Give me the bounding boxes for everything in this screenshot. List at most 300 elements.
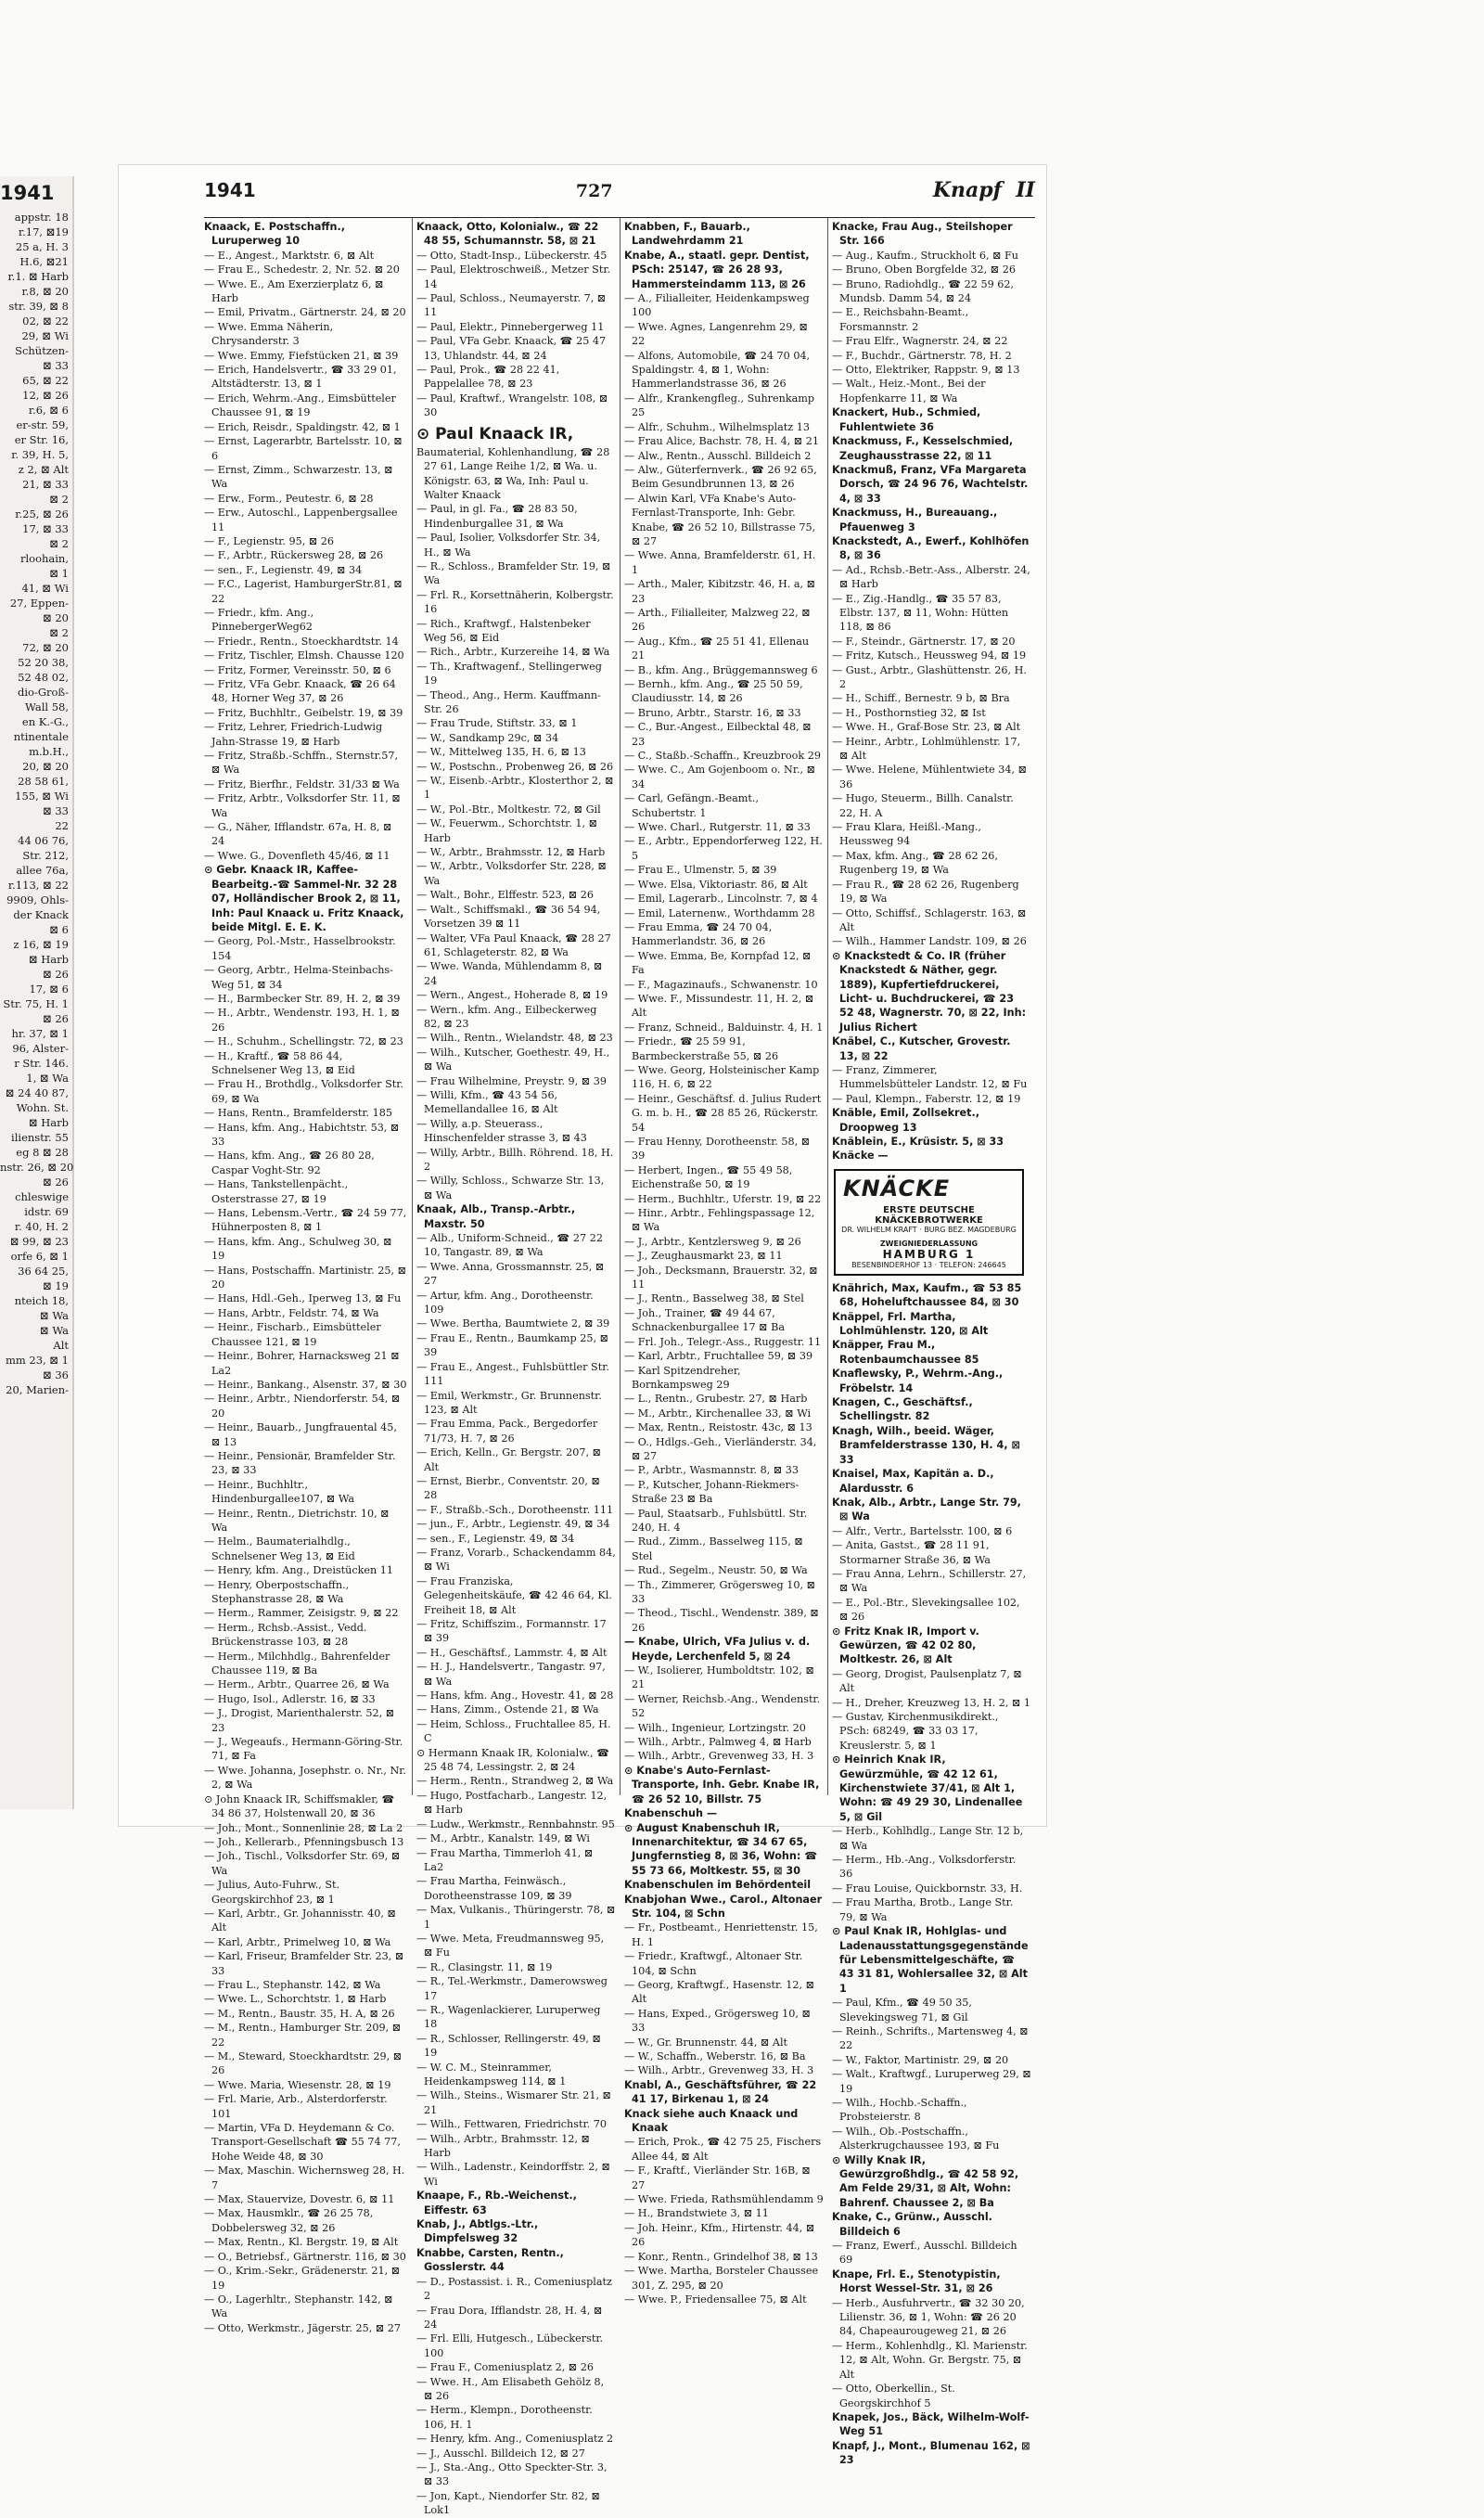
listing-entry: — Fritz, Kutsch., Heussweg 94, ⊠ 19 [832,649,1027,662]
directory-page [119,165,1046,2517]
left-page-line: r. 40, H. 2 [14,1220,69,1233]
left-page-line: r.1. ⊠ Harb [7,270,69,283]
listing-entry: — Franz, Ewerf., Ausschl. Billdeich 69 [832,2240,1017,2267]
listing-entry: — Gustav, Kirchenmusikdirekt., PSch: 68249, ☎ 33 03 17, Kreuslerstr. 5, ⊠ 1 [832,1711,999,1752]
listing-headword: Knackmuss, H., Bureauang., Pfauenweg 3 [832,507,998,533]
listing-entry: — Wwe. Martha, Borsteler Chaussee 301, Z. 295, ⊠ 20 [624,2265,819,2292]
listing-entry: — Hugo, Isol., Adlerstr. 16, ⊠ 33 [204,1692,376,1705]
directory-columns [204,217,1035,2517]
listing-headword: Knaape, F., Rb.-Weichenst., Eiffestr. 63 [416,2190,577,2216]
listing-entry: — Wwe. H., Am Elisabeth Gehölz 8, ⊠ 26 [416,2375,605,2402]
column-4 [827,218,1035,2467]
listing-entry: — Joh., Decksmann, Brauerstr. 32, ⊠ 11 [624,1264,818,1291]
listing-entry: — Erw., Autoschl., Lappenbergsallee 11 [204,507,398,533]
listing-entry: — Herm., Kohlenhdlg., Kl. Marienstr. 12, ⊠ Alt, Wohn. Gr. Bergstr. 75, ⊠ Alt [832,2339,1028,2381]
left-page-line: idstr. 69 [24,1205,69,1218]
listing-entry: — Paul, in gl. Fa., ☎ 28 83 50, Hindenburgallee 31, ⊠ Wa [416,503,578,530]
listing-headword: Knäbel, C., Kutscher, Grovestr. 13, ⊠ 22 [832,1035,1011,1062]
listing-entry: ⊙ Hermann Knaak IR, Kolonialw., ☎ 25 48 74, Lessingstr. 2, ⊠ 24 [416,1746,610,1774]
listing-headword: Knaack, E. Postschaffn., Luruperweg 10 [204,221,345,248]
listing-entry: — Heinr., Arbtr., Niendorferstr. 54, ⊠ 20 [204,1393,401,1420]
listing-entry: — J., Arbtr., Kentzlersweg 9, ⊠ 26 [624,1235,801,1248]
listing-entry: — Werner, Reichsb.-Ang., Wendenstr. 52 [624,1692,821,1720]
listing-entry: — Georg, Arbtr., Helma-Steinbachs-Weg 51, ⊠ 34 [204,964,393,991]
listing-entry: — Frau H., Brothdlg., Volksdorfer Str. 69, ⊠ Wa [204,1078,403,1105]
listing-entry: — Fritz, Bierfhr., Feldstr. 31/33 ⊠ Wa [204,777,400,790]
listing-entry: — Paul, Elektr., Pinnebergerweg 11 [416,320,605,333]
left-page-line: Wall 58, [25,700,69,713]
listing-entry: — Alfons, Automobile, ☎ 24 70 04, Spaldingstr. 4, ⊠ 1, Wohn: Hammerlandstrasse 36, ⊠ 26 [624,349,811,391]
listing-entry: — Heinr., Geschäftsf. d. Julius Rudert G. m. b. H., ☎ 28 85 26, Rückerstr. 54 [624,1092,822,1134]
listing-entry: — Fritz, Buchhltr., Geibelstr. 19, ⊠ 39 [204,706,403,719]
advert-line: HAMBURG 1 [882,1247,976,1261]
left-page-line: 21, ⊠ 33 [22,478,69,491]
left-page-line: ⊠ 26 [43,968,69,981]
left-page-line: r.17, ⊠19 [18,225,69,238]
listing-headword: Knackmuss, F., Kesselschmied, Zeughausstrasse 22, ⊠ 11 [832,435,1014,462]
listing-entry: — Karl, Arbtr., Gr. Johannisstr. 40, ⊠ Alt [204,1907,396,1934]
left-page-line: r. 39, H. 5, [11,448,69,461]
listing-entry: — Frau Franziska, Gelegenheitskäufe, ☎ 42 46 64, Kl. Freiheit 18, ⊠ Alt [416,1574,612,1616]
listing-entry: — Heinr., Fischarb., Eimsbütteler Chaussee 121, ⊠ 19 [204,1321,381,1348]
listing-entry: — G., Näher, Ifflandstr. 67a, H. 8, ⊠ 24 [204,821,392,848]
listing-headword: Knapf, J., Mont., Blumenau 162, ⊠ 23 [832,2439,1030,2467]
listing-entry: — Walt., Heiz.-Mont., Bei der Hopfenkarre 11, ⊠ Wa [832,378,986,405]
listing-entry: — Otto, Werkmstr., Jägerstr. 25, ⊠ 27 [204,2321,401,2334]
listing-entry: — Ernst, Lagerarbtr, Bartelsstr. 10, ⊠ 6 [204,435,403,462]
listing-entry: — Th., Kraftwagenf., Stellingerweg 19 [416,660,602,687]
listing-entry: — Emil, Lagerarb., Lincolnstr. 7, ⊠ 4 [624,893,818,906]
advert-line: DR. WILHELM KRAFT · BURG BEZ. MAGDEBURG [841,1225,1017,1234]
listing-entry: — Paul, Kraftwf., Wrangelstr. 108, ⊠ 30 [416,392,608,419]
listing-entry: — Hugo, Postfacharb., Langestr. 12, ⊠ Harb [416,1789,608,1817]
left-page-line: ⊠ 33 [43,804,69,817]
listing-entry: — Erich, Prok., ☎ 42 75 25, Fischers Allee 44, ⊠ Alt [624,2136,822,2163]
listing-entry: — O., Hdlgs.-Geh., Vierländerstr. 34, ⊠ 27 [624,1435,817,1462]
left-page-line: ⊠ 24 40 87, [5,1086,69,1099]
listing-entry: — H., Schuhm., Schellingstr. 72, ⊠ 23 [204,1035,403,1048]
listing-entry: — L., Rentn., Grubestr. 27, ⊠ Harb [624,1393,808,1406]
left-page-lines [0,210,72,1397]
left-page-line: ⊠ 99, ⊠ 23 [9,1235,69,1248]
left-page-line: ⊠ 2 [49,493,69,506]
listing-entry: — J., Ausschl. Billdeich 12, ⊠ 27 [416,2447,585,2460]
listing-entry: — F., Buchdr., Gärtnerstr. 78, H. 2 [832,349,1012,362]
listing-entry: — Ernst, Bierbr., Conventstr. 20, ⊠ 28 [416,1474,600,1502]
listing-entry: — Ernst, Zimm., Schwarzestr. 13, ⊠ Wa [204,463,393,491]
listing-entry: — H., Dreher, Kreuzweg 13, H. 2, ⊠ 1 [832,1696,1030,1709]
listing-entry: — J., Drogist, Marienthalerstr. 52, ⊠ 23 [204,1707,395,1734]
listing-entry: — Alfr., Vertr., Bartelsstr. 100, ⊠ 6 [832,1524,1013,1537]
listing-entry: — W., Postschn., Probenweg 26, ⊠ 26 [416,760,614,773]
listing-entry: — Theod., Tischl., Wendenstr. 389, ⊠ 26 [624,1607,819,1634]
listing-entry: — Wilh., Fettwaren, Friedrichstr. 70 [416,2118,607,2131]
advert-line: ZWEIGNIEDERLASSUNG [879,1239,979,1248]
listing-entry: — Max, Vulkanis., Thüringerstr. 78, ⊠ 1 [416,1904,616,1931]
listing-entry: — M., Rentn., Baustr. 35, H. A, ⊠ 26 [204,2007,395,2020]
listing-headword: Knaack, Otto, Kolonialw., ☎ 22 48 55, Schumannstr. 58, ⊠ 21 [416,221,599,248]
listing-entry: — Paul, Isolier, Volksdorfer Str. 34, H., ⊠ Wa [416,532,601,559]
listing-entry: — Fritz, VFa Gebr. Knaack, ☎ 26 64 48, Horner Weg 37, ⊠ 26 [204,678,396,705]
listing-entry: — Emil, Laternenw., Worthdamm 28 [624,906,815,919]
listing-entry: — Frau Emma, Pack., Bergedorfer 71/73, H. 7, ⊠ 26 [416,1418,598,1445]
listing-entry: — Willy, a.p. Steuerass., Hinschenfelder strasse 3, ⊠ 43 [416,1117,587,1145]
listing-entry: — Frl. Joh., Telegr.-Ass., Ruggestr. 11 [624,1335,822,1348]
listing-entry: — Frau Trude, Stiftstr. 33, ⊠ 1 [416,717,578,730]
listing-headword: ⊙ Heinrich Knak IR, Gewürzmühle, ☎ 42 12 61, Kirchenstwiete 37/41, ⊠ Alt 1, Wohn: ☎ 49 29 30, Lindenallee 5, ⊠ Gil [832,1754,1023,1823]
listing-entry: — M., Steward, Stoeckhardtstr. 29, ⊠ 26 [204,2050,403,2077]
left-page-line: ⊠ 36 [43,1368,69,1381]
listing-entry: — Hans, Arbtr., Feldstr. 74, ⊠ Wa [204,1306,379,1319]
listing-headword: ⊙ Paul Knak IR, Hohlglas- und Ladenausstattungsgegenstände für Lebensmittelgeschäfte, ☎ 43 31 81, Wohlersallee 32, ⊠ Alt 1 [832,1925,1029,1995]
left-page-line: 72, ⊠ 20 [22,641,69,654]
left-page-line: 1, ⊠ Wa [26,1072,69,1085]
listing-entry: — Herb., Kohlhdlg., Lange Str. 12 b, ⊠ Wa [832,1825,1024,1852]
listing-headword: Knake, C., Grünw., Ausschl. Billdeich 6 [832,2211,992,2238]
listing-entry: — Max, Rentn., Kl. Bergstr. 19, ⊠ Alt [204,2236,399,2249]
listing-entry: — Emil, Privatm., Gärtnerstr. 24, ⊠ 20 [204,306,406,319]
left-page-line: 27, Eppen- [9,597,69,610]
listing-entry: — Ad., Rchsb.-Betr.-Ass., Alberstr. 24, ⊠ Harb [832,563,1030,591]
left-page-line: 20, ⊠ 20 [22,760,69,773]
listing-entry: — Wwe. Anna, Bramfelderstr. 61, H. 1 [624,549,816,576]
listing-entry: — Frau R., ☎ 28 62 26, Rugenberg 19, ⊠ Wa [832,878,1019,906]
listing-entry: — Frau E., Ulmenstr. 5, ⊠ 39 [624,864,777,877]
listing-entry: — Herb., Ausfuhrvertr., ☎ 32 30 20, Lilienstr. 36, ⊠ 1, Wohn: ☎ 26 20 84, Chapeaurougeweg 21, ⊠ 26 [832,2296,1025,2338]
listing-entry: — Frau Elfr., Wagnerstr. 24, ⊠ 22 [832,335,1008,348]
listing-entry: — Joh., Kellerarb., Pfenningsbusch 13 [204,1835,404,1848]
listing-entry: — Fritz, Tischler, Elmsh. Chausse 120 [204,649,404,662]
left-page-line: eg 8 ⊠ 28 [16,1146,69,1159]
listing-entry: — Wwe. Helene, Mühlentwiete 34, ⊠ 36 [832,764,1028,790]
running-head [933,178,1035,202]
listing-entry: — Wwe. L., Schorchtstr. 1, ⊠ Harb [204,1993,387,2006]
listing-entry: — H., Schiff., Bernestr. 9 b, ⊠ Bra [832,692,1010,705]
listing-entry: — Fritz, Arbtr., Volksdorfer Str. 11, ⊠ Wa [204,792,401,819]
advert-logo: KNÄCKE [843,1175,951,1201]
listing-entry: — Frau Emma, ☎ 24 70 04, Hammerlandstr. 36, ⊠ 26 [624,920,773,948]
left-page-line: er-str. 59, [16,418,69,431]
listing-entry: — Frau Martha, Brotb., Lange Str. 79, ⊠ Wa [832,1896,1014,1923]
listing-entry: — Frau E., Schedestr. 2, Nr. 52. ⊠ 20 [204,263,400,276]
listing-entry: — Frau Henny, Dorotheenstr. 58, ⊠ 39 [624,1136,811,1163]
listing-entry: — J., Zeughausmarkt 23, ⊠ 11 [624,1250,783,1263]
listing-entry: — E., Pol.-Btr., Slevekingsallee 102, ⊠ 26 [832,1596,1020,1624]
listing-entry: — E., Reichsbahn-Beamt., Forsmannstr. 2 [832,306,969,333]
left-page-line: nstr. 26, ⊠ 20 [0,1161,74,1174]
listing-entry: — Wern., kfm. Ang., Eilbeckerweg 82, ⊠ 23 [416,1003,597,1030]
listing-entry: — C., Staßb.-Schaffn., Kreuzbrook 29 [624,750,821,763]
left-page-line: dio-Groß- [17,686,69,699]
listing-entry: — D., Postassist. i. R., Comeniusplatz 2 [416,2275,612,2303]
listing-headword: Knabenschuh — [624,1807,718,1820]
listing-entry: — Max, kfm. Ang., ☎ 28 62 26, Rugenberg 19, ⊠ Wa [832,849,998,877]
left-page-line: 20, Marien- [6,1383,69,1396]
listing-entry: — Max, Rentn., Reistostr. 43c, ⊠ 13 [624,1421,812,1434]
listing-entry: — Frau F., Comeniusplatz 2, ⊠ 26 [416,2361,594,2374]
listing-entry: — H., Kraftf., ☎ 58 86 44, Schnelsener Weg 13, ⊠ Eid [204,1049,355,1076]
listing-entry: — F., Legienstr. 95, ⊠ 26 [204,534,335,547]
listing-entry: — Erich, Reisdr., Spaldingstr. 42, ⊠ 1 [204,420,401,433]
page-number: 727 [575,181,613,201]
listing-entry: — Franz, Schneid., Balduinstr. 4, H. 1 [624,1021,824,1034]
left-page-line: der Knack [13,908,69,921]
listing-entry: — Martin, VFa D. Heydemann & Co. Transport-Gesellschaft ☎ 55 74 77, Hohe Weide 48, ⊠ 30 [204,2122,401,2163]
listing-entry: — H., Posthornstieg 32, ⊠ Ist [832,706,986,719]
listing-entry: — Georg, Drogist, Paulsenplatz 7, ⊠ Alt [832,1667,1022,1695]
listing-entry: — O., Krim.-Sekr., Grädenerstr. 21, ⊠ 19 [204,2265,401,2292]
listing-entry: — Friedr., Rentn., Stoeckhardtstr. 14 [204,635,399,648]
listing-entry: — Paul, Schloss., Neumayerstr. 7, ⊠ 11 [416,292,607,319]
listing-entry: — Paul, Elektroschweiß., Metzer Str. 14 [416,263,611,290]
listing-headword: Knak, Alb., Arbtr., Lange Str. 79, ⊠ Wa [832,1496,1021,1523]
listing-headword: ⊙ Willy Knak IR, Gewürzgroßhdlg., ☎ 42 58 92, Am Felde 29/31, ⊠ Alt, Wohn: Bahrenf. Chaussee 2, ⊠ Ba [832,2153,1019,2209]
left-page-line: 155, ⊠ Wi [15,790,69,803]
listing-entry: — Hans, Postschaffn. Martinistr. 25, ⊠ 20 [204,1264,406,1291]
listing-entry: — Frau E., Angest., Fuhlsbüttler Str. 111 [416,1360,609,1388]
listing-headword: ⊙ Fritz Knak IR, Import v. Gewürzen, ☎ 42 02 80, Moltkestr. 26, ⊠ Alt [832,1625,979,1666]
listing-entry: — Wwe. Frieda, Rathsmühlendamm 9 [624,2193,824,2206]
listing-entry: — A., Filialleiter, Heidenkampsweg 100 [624,292,810,319]
listing-entry: — J., Wegeaufs., Hermann-Göring-Str. 71, ⊠ Fa [204,1736,403,1763]
listing-entry: — Wwe. Maria, Wiesenstr. 28, ⊠ 19 [204,2078,391,2091]
left-page-line: r Str. 146. [14,1057,69,1070]
listing-entry: — Willy, Schloss., Schwarze Str. 13, ⊠ Wa [416,1175,605,1201]
left-page-line: r.113, ⊠ 22 [7,879,69,892]
listing-entry: — F., Magazinaufs., Schwanenstr. 10 [624,978,818,991]
listing-entry: — Wwe. Emma Näherin, Chrysanderstr. 3 [204,320,334,348]
listing-entry: — Aug., Kfm., ☎ 25 51 41, Ellenau 21 [624,635,810,662]
listing-entry: — O., Betriebsf., Gärtnerstr. 116, ⊠ 30 [204,2250,406,2263]
left-page-line: nteich 18, [14,1294,69,1307]
listing-entry: — Herm., Rentn., Strandweg 2, ⊠ Wa [416,1775,614,1788]
listing-entry: — sen., F., Legienstr. 49, ⊠ 34 [416,1532,575,1545]
listing-entry: — Frl. R., Korsettnäherin, Kolbergstr. 16 [416,588,614,616]
listing-entry: — W. C. M., Steinrammer, Heidenkampsweg 114, ⊠ 1 [416,2061,567,2088]
listing-headword: Knapek, Jos., Bäck, Wilhelm-Wolf-Weg 51 [832,2410,1030,2438]
listing-headword: Knabjohan Wwe., Carol., Altonaer Str. 104, ⊠ Schn [624,1893,823,1920]
left-page-line: z 16, ⊠ 19 [13,938,69,951]
listing-entry: — Wwe. Johanna, Josephstr. o. Nr., Nr. 2, ⊠ Wa [204,1764,406,1792]
listing-entry: — Wwe. Bertha, Baumtwiete 2, ⊠ 39 [416,1317,610,1330]
listing-entry: — Hinr., Arbtr., Fehlingspassage 12, ⊠ Wa [624,1207,815,1234]
left-page-line: 17, ⊠ 33 [22,522,69,535]
listing-entry: — Joh. Heinr., Kfm., Hirtenstr. 44, ⊠ 26 [624,2221,815,2249]
listing-entry: — Walter, VFa Paul Knaack, ☎ 28 27 61, Schlageterstr. 82, ⊠ Wa [416,931,611,958]
listing-entry: — O., Lagerhltr., Stephanstr. 142, ⊠ Wa [204,2293,393,2320]
left-page-line: Str. 212, [22,849,69,862]
listing-entry: — E., Angest., Marktstr. 6, ⊠ Alt [204,249,375,262]
listing-entry: — J., Sta.-Ang., Otto Speckter-Str. 3, ⊠ 33 [416,2460,608,2488]
listing-entry: — Wilh., Hammer Landstr. 109, ⊠ 26 [832,935,1027,948]
listing-entry: — Wwe. Emmy, Fiefstücken 21, ⊠ 39 [204,349,399,362]
listing-entry: — Frau L., Stephanstr. 142, ⊠ Wa [204,1978,381,1991]
listing-entry: — Bruno, Oben Borgfelde 32, ⊠ 26 [832,263,1016,276]
left-page-line: 12, ⊠ 26 [22,389,69,402]
listing-entry: — Hans, kfm. Ang., Hovestr. 41, ⊠ 28 [416,1689,614,1702]
listing-entry: — W., Sandkamp 29c, ⊠ 34 [416,731,559,744]
left-page-line: 28 58 61, [18,775,69,788]
listing-entry: — W., Isolierer, Humboldtstr. 102, ⊠ 21 [624,1664,814,1691]
listing-entry: — Herm., Klempn., Dorotheenstr. 106, H. 1 [416,2404,593,2431]
listing-entry: — Artur, kfm. Ang., Dorotheenstr. 109 [416,1289,594,1317]
listing-entry: — Alfr., Krankengfleg., Suhrenkamp 25 [624,392,815,419]
listing-entry: — B., kfm. Ang., Brüggemannsweg 6 [624,663,818,676]
left-page-line: ⊠ 20 [43,611,69,624]
listing-entry: — Alfr., Schuhm., Wilhelmsplatz 13 [624,420,810,433]
listing-entry: — M., Rentn., Hamburger Str. 209, ⊠ 22 [204,2022,402,2049]
listing-headword: Knabenschulen im Behördenteil [624,1879,812,1892]
listing-entry: — Friedr., ☎ 25 59 91, Barmbeckerstraße 55, ⊠ 26 [624,1035,779,1062]
listing-entry: — C., Bur.-Angest., Eilbecktal 48, ⊠ 23 [624,721,812,748]
listing-entry: — Karl, Friseur, Bramfelder Str. 23, ⊠ 33 [204,1950,404,1977]
listing-entry: — Paul, Kfm., ☎ 49 50 35, Slevekingsweg 71, ⊠ Gil [832,1997,972,2023]
listing-entry: — Hans, kfm. Ang., Schulweg 30, ⊠ 19 [204,1235,392,1263]
listing-headword: Knaflewsky, P., Wehrm.-Ang., Fröbelstr. 14 [832,1368,1004,1394]
listing-headword: Knabl, A., Geschäftsführer, ☎ 22 41 17, Birkenau 1, ⊠ 24 [624,2078,817,2106]
listing-entry: — W., Schaffn., Weberstr. 16, ⊠ Ba [624,2050,806,2062]
listing-headword: Knackstedt, A., Ewerf., Kohlhöfen 8, ⊠ 36 [832,534,1030,562]
listing-entry: — Wilh., Ingenieur, Lortzingstr. 20 [624,1721,806,1734]
listing-entry: — Heinr., Arbtr., Lohlmühlenstr. 17, ⊠ Alt [832,735,1021,763]
listing-headword: ⊙ Gebr. Knaack IR, Kaffee-Bearbeitg.-☎ Sammel-Nr. 32 28 07, Holländischer Brook 2, ⊠ 11, Inh: Paul Knaack u. Fritz Knaack, beide Mitgl. E. E. K. [204,864,404,933]
listing-headword: Knagh, Wilh., beeid. Wäger, Bramfelderstrasse 130, H. 4, ⊠ 33 [832,1424,1020,1466]
listing-entry: — E., Arbtr., Eppendorferweg 122, H. 5 [624,835,823,862]
advert-line: ERSTE DEUTSCHE KNÄCKEBROTWERKE [875,1204,983,1226]
listing-headword: Knabben, F., Bauarb., Landwehrdamm 21 [624,221,750,248]
listing-entry: — Karl Spitzendreher, Bornkampsweg 29 [624,1364,741,1391]
listing-headword: Knabbe, Carsten, Rentn., Gosslerstr. 44 [416,2246,564,2274]
listing-entry: — Erich, Kelln., Gr. Bergstr. 207, ⊠ Alt [416,1446,601,1473]
listing-headword: Knabe, A., staatl. gepr. Dentist, PSch: 25147, ☎ 26 28 93, Hammersteindamm 113, ⊠ 26 [624,249,810,290]
listing-entry: — Fritz, Straßb.-Schffn., Sternstr.57, ⊠ Wa [204,750,399,777]
listing-entry: — Wwe. H., Graf-Bose Str. 23, ⊠ Alt [832,721,1021,734]
listing-entry: — Alw., Güterfernverk., ☎ 26 92 65, Beim Gesundbrunnen 13, ⊠ 26 [624,463,817,491]
listing-entry: — Max, Maschin. Wichernsweg 28, H. 7 [204,2165,405,2191]
listing-entry: — Otto, Elektriker, Rappstr. 9, ⊠ 13 [832,364,1020,377]
left-page-line: ⊠ Harb [28,1116,69,1129]
listing-entry: — Georg, Pol.-Mstr., Hasselbrookstr. 154 [204,935,396,962]
listing-entry: — Rud., Zimm., Basselweg 115, ⊠ Stel [624,1535,803,1562]
listing-entry: — Wwe. Georg, Holsteinischer Kamp 116, H. 6, ⊠ 22 [624,1063,820,1091]
left-page-line: r.8, ⊠ 20 [21,285,69,298]
left-page-line: ⊠ Harb [28,953,69,966]
listing-entry: — Alw., Rentn., Ausschl. Billdeich 2 [624,449,812,462]
listing-entry: — Jon, Kapt., Niendorfer Str. 82, ⊠ Lok1 [416,2489,600,2517]
listing-entry: — Wwe. Wanda, Mühlendamm 8, ⊠ 24 [416,960,603,987]
left-page-line: chleswige [15,1190,69,1203]
listing-entry: — Max, Stauervize, Dovestr. 6, ⊠ 11 [204,2193,395,2206]
listing-entry: — H., Geschäftsf., Lammstr. 4, ⊠ Alt [416,1646,608,1659]
listing-entry: — Frau Dora, Ifflandstr. 28, H. 4, ⊠ 24 [416,2304,603,2331]
listing-entry: — Bruno, Radiohdlg., ☎ 22 59 62, Mundsb. Damm 54, ⊠ 24 [832,277,1015,305]
listing-entry: — Walt., Kraftwgf., Luruperweg 29, ⊠ 19 [832,2068,1031,2095]
left-page-line: 25 a, H. 3 [15,240,69,253]
listing-entry: — Heim, Schloss., Fruchtallee 85, H. C [416,1717,611,1745]
listing-entry: — Willy, Arbtr., Billh. Röhrend. 18, H. 2 [416,1146,614,1173]
listing-entry: — Frau Martha, Feinwäsch., Dorotheenstrasse 109, ⊠ 39 [416,1875,572,1902]
listing-entry: — Th., Zimmerer, Grögersweg 10, ⊠ 33 [624,1578,815,1605]
listing-entry: — Rich., Kraftwgf., Halstenbeker Weg 56, ⊠ Eid [416,617,591,644]
listing-entry: — P., Arbtr., Wasmannstr. 8, ⊠ 33 [624,1464,800,1477]
listing-entry: — Hans, Rentn., Bramfelderstr. 185 [204,1107,392,1120]
listing-entry: — Wilh., Kutscher, Goethestr. 49, H., ⊠ Wa [416,1046,610,1073]
listing-entry: — Wilh., Hochb.-Schaffn., Probsteierstr. 8 [832,2096,967,2124]
listing-entry: — Theod., Ang., Herm. Kauffmann-Str. 26 [416,688,601,715]
featured-listing: ⊙ Paul Knaack IR, [416,424,574,443]
listing-entry: — Joh., Mont., Sonnenlinie 28, ⊠ La 2 [204,1821,403,1834]
listing-headword: Knäble, Emil, Zollsekret., Droopweg 13 [832,1107,979,1134]
left-page-line: 44 06 76, [18,834,69,847]
listing-entry: — Paul, VFa Gebr. Knaack, ☎ 25 47 13, Uhlandstr. 44, ⊠ 24 [416,335,607,362]
listing-entry: — Joh., Trainer, ☎ 49 44 67, Schnackenburgallee 17 ⊠ Ba [624,1306,785,1334]
listing-entry: — Fr., Postbeamt., Henriettenstr. 15, H. 1 [624,1921,818,1948]
listing-headword: Knackert, Hub., Schmied, Fuhlentwiete 36 [832,406,981,433]
listing-entry: — W., Mittelweg 135, H. 6, ⊠ 13 [416,746,586,759]
listing-entry: — Rich., Arbtr., Kurzereihe 14, ⊠ Wa [416,646,610,659]
listing-entry: — sen., F., Legienstr. 49, ⊠ 34 [204,563,363,576]
left-page-line: H.6, ⊠21 [19,255,69,268]
left-page-line: mm 23, ⊠ 1 [5,1354,69,1367]
listing-entry: — Herm., Rammer, Zeisigstr. 9, ⊠ 22 [204,1607,399,1620]
left-page-line: Wohn. St. [16,1101,69,1114]
listing-entry: — Frl. Marie, Arb., Alsterdorferstr. 101 [204,2093,388,2120]
listing-entry: — Herm., Milchhdlg., Bahrenfelder Chaussee 119, ⊠ Ba [204,1650,390,1677]
listing-entry: — Wwe. F., Missundestr. 11, H. 2, ⊠ Alt [624,992,814,1020]
listing-entry: — Rud., Segelm., Neustr. 50, ⊠ Wa [624,1564,808,1577]
listing-entry: — Hans, Hdl.-Geh., Iperweg 13, ⊠ Fu [204,1292,402,1305]
left-page-line: ⊠ Wa [40,1324,69,1337]
left-page-line: orfe 6, ⊠ 1 [10,1250,69,1263]
left-page-line: 17, ⊠ 6 [29,983,69,996]
listing-entry: — M., Arbtr., Kirchenallee 33, ⊠ Wi [624,1407,812,1420]
listing-entry: — H., Arbtr., Wendenstr. 193, H. 1, ⊠ 26 [204,1007,400,1034]
running-head-word: Knapf [932,178,1003,202]
listing-entry: — Franz, Vorarb., Schackendamm 84, ⊠ Wi [416,1546,616,1574]
left-page-edge [0,176,74,1809]
left-page-line: en K.-G., [21,715,69,728]
listing-entry: — W., Feuerwm., Schorchtstr. 1, ⊠ Harb [416,817,598,844]
listing-entry: — Friedr., kfm. Ang., PinnebergerWeg62 [204,606,314,634]
listing-entry: — Hans, Lebensm.-Vertr., ☎ 24 59 77, Hühnerposten 8, ⊠ 1 [204,1207,407,1234]
listing-headword: ⊙ Knackstedt & Co. IR (früher Knackstedt & Näther, gegr. 1889), Kupfertiefdruckerei, Licht- u. Buchdruckerei, ☎ 23 52 48, Wagnerstr. 70, ⊠ 22, Inh: Julius Richert [832,949,1027,1034]
listing-entry: — Wwe. E., Am Exerzierplatz 6, ⊠ Harb [204,277,384,305]
listing-entry: — Erw., Form., Peutestr. 6, ⊠ 28 [204,492,374,505]
left-page-line: r.6, ⊠ 6 [28,404,69,417]
listing-entry: — Wilh., Rentn., Wielandstr. 48, ⊠ 23 [416,1032,613,1045]
listing-headword: Knäblein, E., Krüsistr. 5, ⊠ 33 [832,1136,1004,1148]
listing-entry: — Walt., Bohr., Elffestr. 523, ⊠ 26 [416,889,595,902]
listing-headword: Knäcke — [832,1150,889,1163]
listing-entry: — J., Rentn., Basselweg 38, ⊠ Stel [624,1292,804,1305]
listing-entry: — Wwe. Meta, Freudmannsweg 95, ⊠ Fu [416,1932,605,1959]
left-page-line: 41, ⊠ Wi [21,582,69,595]
listing-headword: Knährich, Max, Kaufm., ☎ 53 85 68, Hoheluftchaussee 84, ⊠ 30 [832,1281,1022,1309]
listing-entry: — Wwe. Emma, Be, Kornpfad 12, ⊠ Fa [624,949,812,977]
listing-entry: Baumaterial, Kohlenhandlung, ☎ 28 27 61, Lange Reihe 1/2, ⊠ Wa. u. Königstr. 63, ⊠ Wa, Inh: Paul u. Walter Knaack [416,445,610,501]
listing-entry: — Hugo, Steuerm., Billh. Canalstr. 22, H. A [832,792,1014,819]
listing-entry: — F., Steindr., Gärtnerstr. 17, ⊠ 20 [832,635,1016,648]
listing-entry: — Karl, Arbtr., Primelweg 10, ⊠ Wa [204,1935,391,1948]
listing-entry: — Wilh., Arbtr., Palmweg 4, ⊠ Harb [624,1736,812,1749]
listing-entry: — Julius, Auto-Fuhrw., St. Georgskirchhof 23, ⊠ 1 [204,1879,340,1906]
listing-entry: — R., Schloss., Bramfelder Str. 19, ⊠ Wa [416,559,611,587]
page-year: 1941 [204,179,256,201]
listing-entry: — Herbert, Ingen., ☎ 55 49 58, Eichenstraße 50, ⊠ 19 [624,1163,793,1191]
listing-entry: — Wilh., Steins., Wismarer Str. 21, ⊠ 21 [416,2089,611,2116]
listing-entry: — Walt., Schiffsmakl., ☎ 36 54 94, Vorsetzen 39 ⊠ 11 [416,903,601,931]
listing-entry: — Hans, Exped., Grögersweg 10, ⊠ 33 [624,2007,811,2035]
